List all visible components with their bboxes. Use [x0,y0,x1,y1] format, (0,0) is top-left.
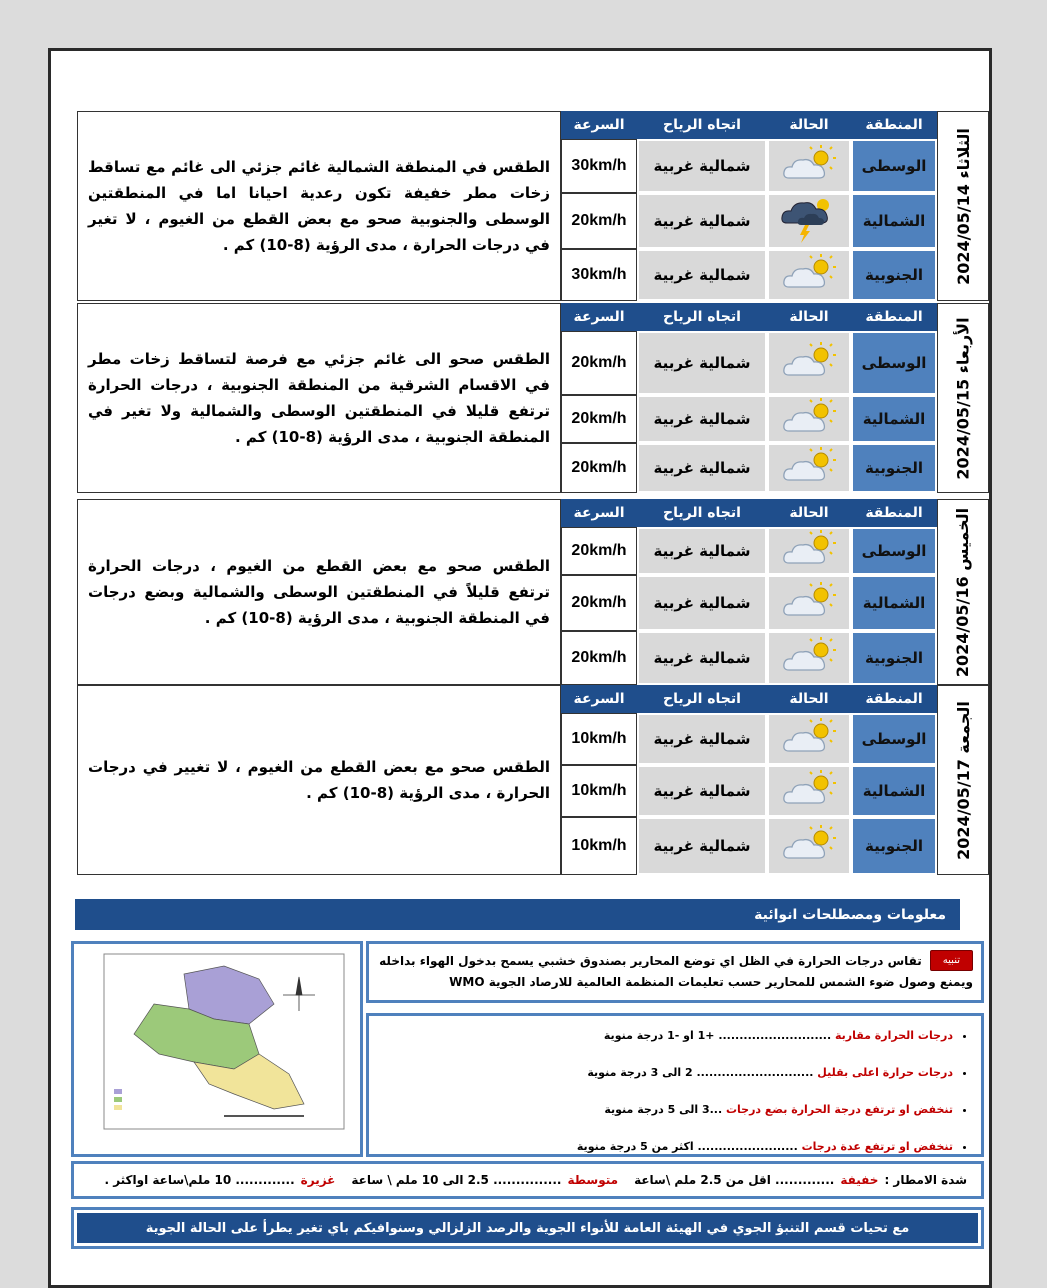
header-region: المنطقة [851,685,937,713]
region-cell: الجنوبية [851,817,937,875]
wind-speed-cell: 20km/h [561,331,637,395]
condition-cell [767,139,851,193]
region-cell: الوسطى [851,331,937,395]
wind-direction-cell: شمالية غربية [637,817,767,875]
wind-direction-cell: شمالية غربية [637,249,767,301]
notice-badge: تنبيه [930,950,973,971]
partly-cloudy-icon [779,581,839,625]
map-graphic [74,944,360,1154]
term-item [379,1061,953,1098]
header-speed: السرعة [561,111,637,139]
wind-direction-cell: شمالية غربية [637,527,767,575]
partly-cloudy-icon [779,144,839,188]
day-date: الجمعة 2024/05/17 [953,700,973,860]
footer-text: مع تحيات قسم التنبؤ الجوي في الهيئة العامة للأنواء الجوية والرصد الزلزالي وسنوافيكم باي تغير يطرأ على الحالة الجوية [145,1220,910,1236]
term-item [379,1024,953,1061]
term-value: ........................... +1 او -1 درجة منوية [603,1029,835,1042]
region-cell: الجنوبية [851,443,937,493]
terms-list [369,1024,981,1172]
info-title-bar [75,899,960,930]
wind-direction-cell: شمالية غربية [637,139,767,193]
day-description-text: الطقس صحو مع بعض القطع من الغيوم ، لا تغيير في درجات الحرارة ، مدى الرؤية (8-10) كم . [88,758,550,802]
terms-box [366,1013,984,1157]
header-wind-direction: اتجاه الرياح [637,303,767,331]
term-value: ........................ اكثر من 5 درجة منوية [576,1140,802,1153]
day-date: الخميس 2024/05/16 [953,507,973,677]
partly-cloudy-icon [779,824,839,868]
wind-speed-cell: 20km/h [561,575,637,631]
header-speed: السرعة [561,303,637,331]
notice-box [366,941,984,1003]
wind-speed-cell: 20km/h [561,631,637,685]
wind-direction-cell: شمالية غربية [637,193,767,249]
term-item [379,1098,953,1135]
term-label: درجات حرارة اعلى بقليل [817,1066,953,1079]
region-cell: الوسطى [851,527,937,575]
condition-cell [767,713,851,765]
header-region: المنطقة [851,111,937,139]
condition-cell [767,631,851,685]
header-region: المنطقة [851,303,937,331]
partly-cloudy-icon [779,341,839,385]
condition-cell [767,331,851,395]
info-title: معلومات ومصطلحات انوائية [754,906,946,923]
header-wind-direction: اتجاه الرياح [637,499,767,527]
wind-direction-cell: شمالية غربية [637,631,767,685]
day-date-cell [937,303,989,493]
header-condition: الحالة [767,303,851,331]
rain-moderate-value: ............... 2.5 الى 10 ملم \ ساعة [351,1173,562,1187]
partly-cloudy-icon [779,717,839,761]
day-date-cell [937,499,989,685]
wind-direction-cell: شمالية غربية [637,443,767,493]
day-description-text: الطقس صحو مع بعض القطع من الغيوم ، درجات الحرارة ترتفع قليلاً في المنطقتين الوسطى والشمالية وبضع درجات في المنطقة الجنوبية ، مدى الرؤية (8-10) كم . [88,557,550,627]
condition-cell [767,817,851,875]
partly-cloudy-icon [779,446,839,490]
header-wind-direction: اتجاه الرياح [637,111,767,139]
header-condition: الحالة [767,685,851,713]
wind-speed-cell: 10km/h [561,765,637,817]
rain-intensity-box [71,1161,984,1199]
header-speed: السرعة [561,685,637,713]
header-condition: الحالة [767,499,851,527]
footer-bar [77,1213,978,1243]
partly-cloudy-icon [779,253,839,297]
header-speed: السرعة [561,499,637,527]
partly-cloudy-icon [779,769,839,813]
condition-cell [767,193,851,249]
region-cell: الجنوبية [851,249,937,301]
day-description-text: الطقس في المنطقة الشمالية غائم جزئي الى غائم مع تساقط زخات مطر خفيفة تكون رعدية احيانا اما في المنطقتين الوسطى والجنوبية صحو مع بعض القطع من الغيوم ، لا تغير في درجات الحرارة ، مدى الرؤية (8-10) كم . [88,158,550,254]
rain-light-value: ............. اقل من 2.5 ملم \ساعة [634,1173,835,1187]
wind-direction-cell: شمالية غربية [637,395,767,443]
day-description [77,685,561,875]
rain-heavy: غزيرة [300,1173,336,1187]
condition-cell [767,395,851,443]
partly-cloudy-icon [779,636,839,680]
wind-speed-cell: 30km/h [561,139,637,193]
region-cell: الشمالية [851,765,937,817]
wind-direction-cell: شمالية غربية [637,765,767,817]
wind-direction-cell: شمالية غربية [637,575,767,631]
day-description-text: الطقس صحو الى غائم جزئي مع فرصة لتساقط زخات مطر في الاقسام الشرقية من المنطقة الجنوبية ، درجات الحرارة ترتفع قليلا في المنطقتين الوسطى والشمالية ولا تغير في المنطقة الجنوبية ، مدى الرؤية (8-10) كم . [88,350,550,446]
wind-speed-cell: 10km/h [561,817,637,875]
region-cell: الوسطى [851,139,937,193]
wind-speed-cell: 20km/h [561,443,637,493]
rain-label: شدة الامطار : [884,1173,967,1187]
condition-cell [767,575,851,631]
rain-moderate: متوسطة [567,1173,619,1187]
wind-speed-cell: 30km/h [561,249,637,301]
wind-speed-cell: 20km/h [561,395,637,443]
wind-speed-cell: 20km/h [561,193,637,249]
day-date: الأربعاء 2024/05/15 [953,316,973,480]
condition-cell [767,765,851,817]
condition-cell [767,249,851,301]
region-cell: الشمالية [851,395,937,443]
footer-frame [71,1207,984,1249]
compass-icon [283,977,315,1011]
rain-heavy-value: ............. 10 ملم\ساعة اواكثر . [104,1173,295,1187]
day-date-cell [937,111,989,301]
region-cell: الشمالية [851,575,937,631]
header-condition: الحالة [767,111,851,139]
partly-cloudy-icon [779,529,839,573]
term-label: تنخفض او ترتفع درجة الحرارة بضع درجات [725,1103,953,1116]
term-label: تنخفض او ترتفع عدة درجات [801,1140,953,1153]
wind-speed-cell: 10km/h [561,713,637,765]
term-value: ...3 الى 5 درجة منوية [604,1103,726,1116]
region-cell: الشمالية [851,193,937,249]
term-label: درجات الحرارة مقاربة [834,1029,953,1042]
condition-cell [767,527,851,575]
condition-cell [767,443,851,493]
region-cell: الجنوبية [851,631,937,685]
region-cell: الوسطى [851,713,937,765]
wind-speed-cell: 20km/h [561,527,637,575]
thunderstorm-icon [779,193,839,249]
wind-direction-cell: شمالية غربية [637,331,767,395]
notice-text: تقاس درجات الحرارة في الظل اي توضع المحارير بصندوق خشبي يسمح بدخول الهواء بداخله ويمنع وصول ضوء الشمس للمحارير حسب تعليمات المنظمة العالمية للارصاد الجوية WMO [379,954,973,989]
day-date: الثلاثاء 2024/05/14 [953,127,973,285]
day-description [77,111,561,301]
day-description [77,303,561,493]
header-wind-direction: اتجاه الرياح [637,685,767,713]
partly-cloudy-icon [779,397,839,441]
day-description [77,499,561,685]
header-region: المنطقة [851,499,937,527]
rain-light: خفيفة [840,1173,879,1187]
forecast-page [48,48,992,1288]
day-date-cell [937,685,989,875]
iraq-map [71,941,363,1157]
term-value: ............................ 2 الى 3 درجة منوية [587,1066,818,1079]
wind-direction-cell: شمالية غربية [637,713,767,765]
